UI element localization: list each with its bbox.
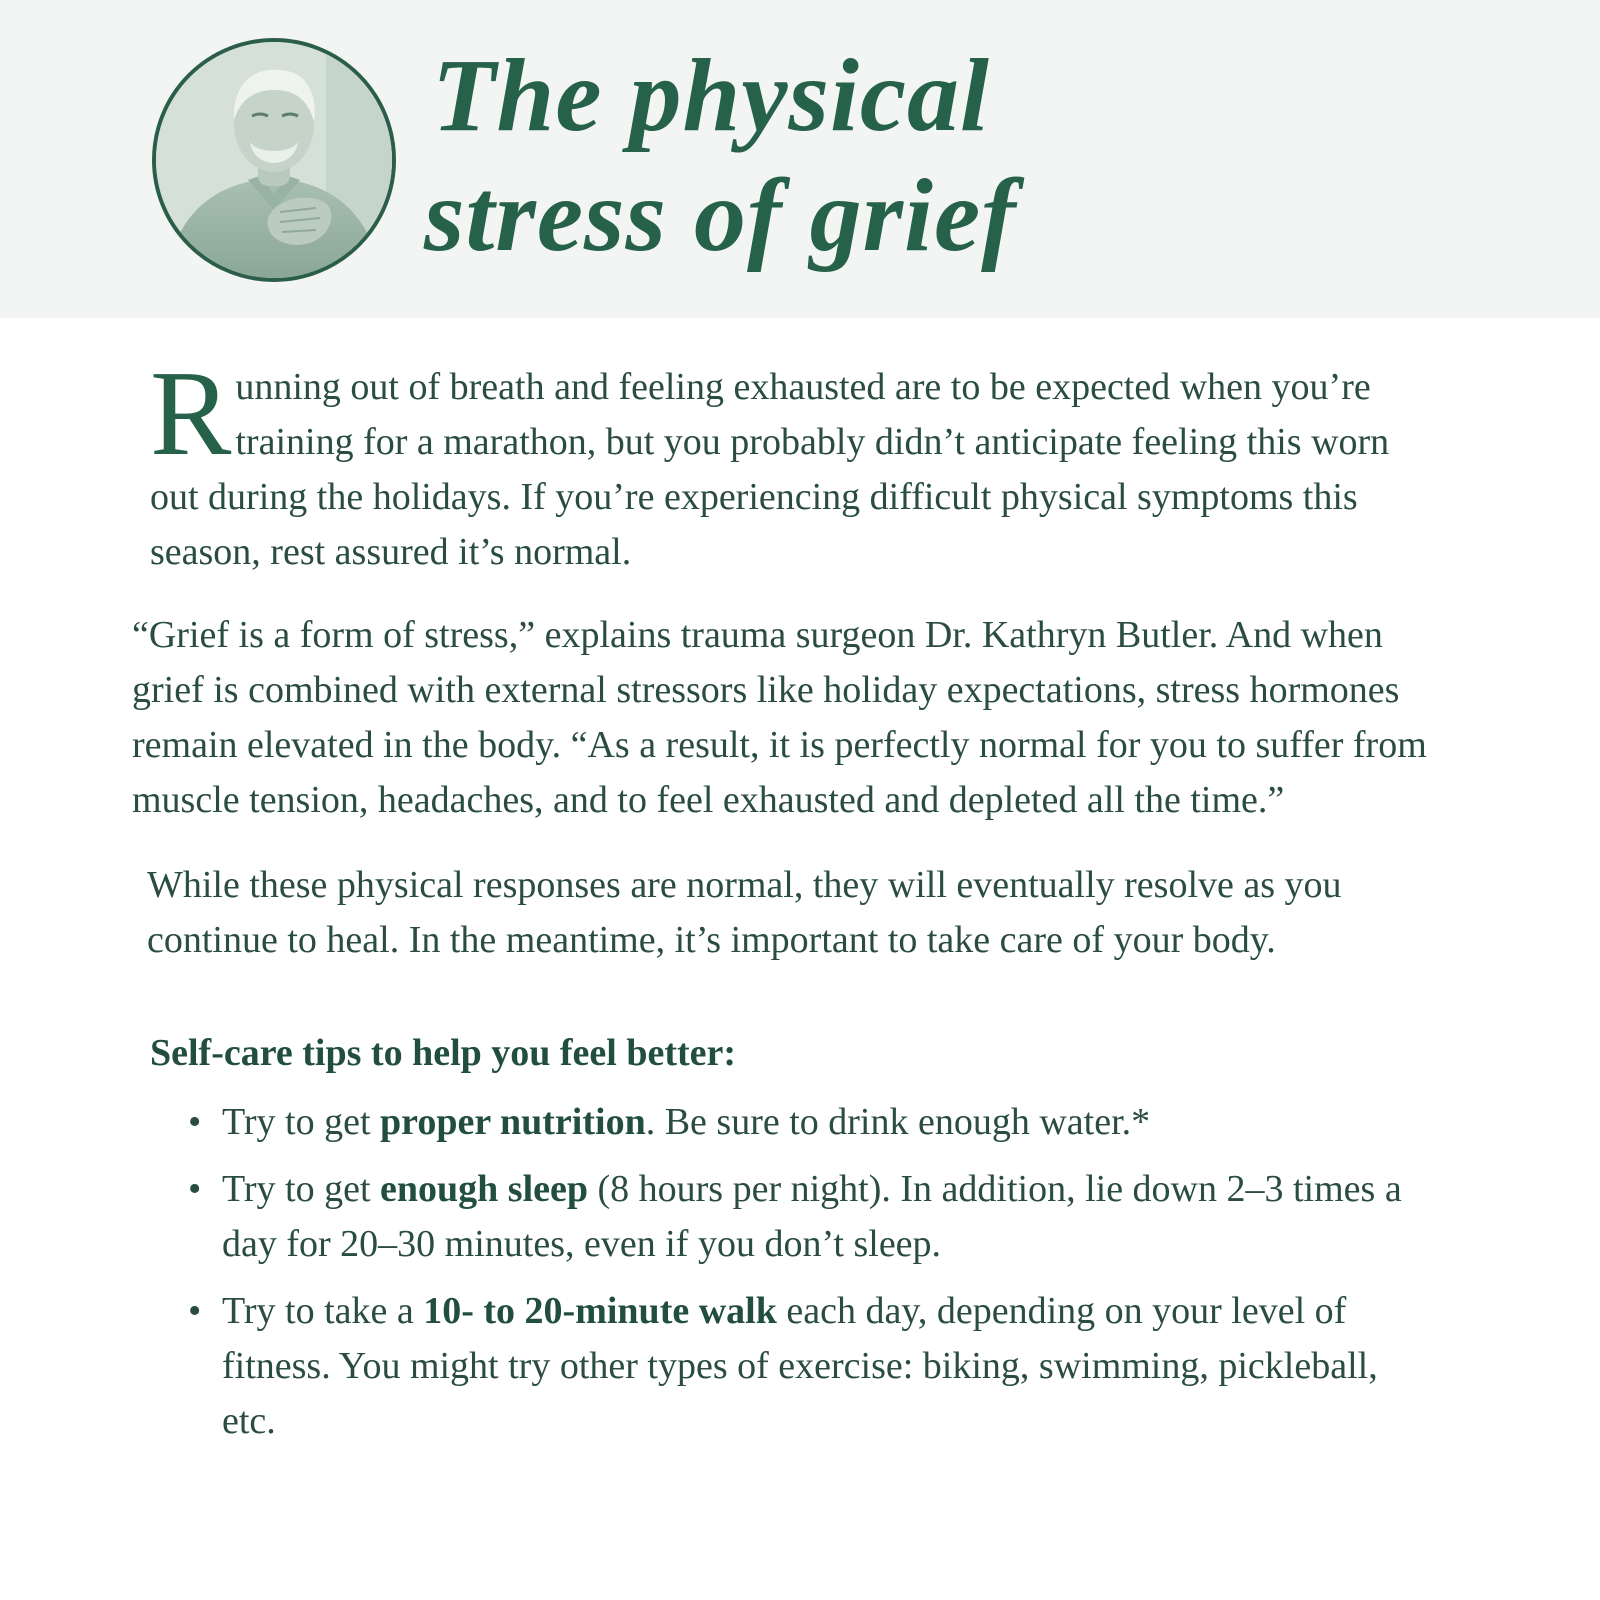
healing-paragraph: While these physical responses are normal, they will eventually resolve as you continue to heal. In the meantime, it’s important to take care of your body. [147, 864, 1342, 961]
bullet-icon: • [188, 1168, 202, 1210]
bullet-icon: • [188, 1290, 202, 1332]
header-banner [0, 0, 1600, 318]
man-photo-icon [156, 42, 392, 278]
tip-text-before: Try to take a [222, 1290, 424, 1332]
man-holding-chest-photo [152, 38, 396, 282]
tip-bold: enough sleep [380, 1168, 588, 1210]
intro-paragraph [150, 346, 1440, 580]
article-body [132, 346, 1440, 1461]
quote-text: explains trauma surgeon Dr. Kathryn Butler. And when grief is combined with external stressors like holiday expectations, stress hormones remain elevated in the body. “As a result, it is perfectly normal for you to suffer from muscle tension, headaches, and to feel exhausted and depleted all the time.” [132, 614, 1427, 821]
tips-heading: Self-care tips to help you feel better: [150, 1032, 737, 1074]
tip-text-before: Try to get [222, 1168, 381, 1210]
tip-bold: proper nutrition [380, 1101, 646, 1143]
list-item [188, 1095, 1440, 1150]
intro-text: unning out of breath and feeling exhausted are to be expected when you’re training for a marathon, but you probably didn’t anticipate feeling this worn out during the holidays. If you’re experiencing difficult physical symptoms this season, rest assured it’s normal. [150, 366, 1390, 573]
quote-opening: “Grief is a form of stress,” [132, 614, 536, 656]
drop-cap: R [150, 346, 232, 481]
title-line-2: stress of grief [424, 158, 1017, 273]
page-title [424, 36, 1532, 276]
bullet-icon: • [188, 1101, 202, 1143]
list-item [188, 1162, 1440, 1272]
quote-paragraph [132, 608, 1440, 828]
tip-text-after: (8 hours per night). In addition, lie down 2–3 times a day for 20–30 minutes, even if you don’t sleep. [222, 1168, 1402, 1265]
tips-list [150, 1095, 1440, 1449]
title-line-1: The physical [432, 38, 990, 153]
tip-text-after: . Be sure to drink enough water.* [645, 1101, 1151, 1143]
tip-text-after: each day, depending on your level of fitness. You might try other types of exercise: biking, swimming, pickleball, etc. [222, 1290, 1378, 1442]
tip-bold: 10- to 20-minute walk [423, 1290, 777, 1332]
list-item [188, 1284, 1440, 1449]
tip-text-before: Try to get [222, 1101, 381, 1143]
